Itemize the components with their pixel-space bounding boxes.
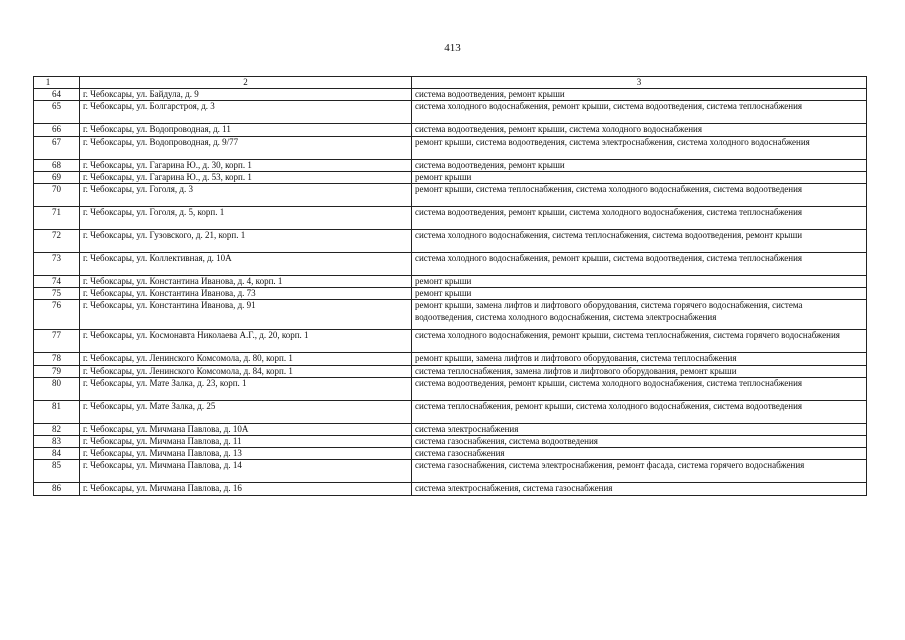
row-address: г. Чебоксары, ул. Мичмана Павлова, д. 16 [80,483,412,495]
table-row [34,253,867,276]
row-address: г. Чебоксары, ул. Гагарина Ю., д. 30, корп. 1 [80,159,412,171]
row-works: ремонт крыши, замена лифтов и лифтового оборудования, система горячего водоснабжения, система водоотведения, система холодного водоснабжения, система электроснабжения [412,300,867,330]
row-address: г. Чебоксары, ул. Ленинского Комсомола, д. 84, корп. 1 [80,365,412,377]
row-works: система теплоснабжения, замена лифтов и лифтового оборудования, ремонт крыши [412,365,867,377]
table-row [34,171,867,183]
row-works: ремонт крыши, замена лифтов и лифтового оборудования, система теплоснабжения [412,353,867,365]
column-header-number: 1 [34,77,80,89]
row-works: система газоснабжения, система электроснабжения, ремонт фасада, система горячего водоснабжения [412,460,867,483]
row-address: г. Чебоксары, ул. Константина Иванова, д. 4, корп. 1 [80,276,412,288]
row-address: г. Чебоксары, ул. Гузовского, д. 21, корп. 1 [80,230,412,253]
table-row [34,448,867,460]
row-address: г. Чебоксары, ул. Мате Залка, д. 25 [80,400,412,423]
row-address: г. Чебоксары, ул. Космонавта Николаева А.Г., д. 20, корп. 1 [80,330,412,353]
row-works: система газоснабжения, система водоотведения [412,436,867,448]
row-address: г. Чебоксары, ул. Мате Залка, д. 23, корп. 1 [80,377,412,400]
row-address: г. Чебоксары, ул. Водопроводная, д. 11 [80,124,412,136]
row-number: 85 [34,460,80,483]
table-row [34,207,867,230]
row-number: 66 [34,124,80,136]
row-works: ремонт крыши, система теплоснабжения, система холодного водоснабжения, система водоотведения [412,184,867,207]
row-number: 79 [34,365,80,377]
row-number: 75 [34,288,80,300]
row-works: система водоотведения, ремонт крыши [412,89,867,101]
table-row [34,400,867,423]
row-works: ремонт крыши [412,288,867,300]
table-row [34,483,867,495]
row-number: 72 [34,230,80,253]
row-number: 84 [34,448,80,460]
row-number: 74 [34,276,80,288]
table-row [34,276,867,288]
row-address: г. Чебоксары, ул. Мичмана Павлова, д. 14 [80,460,412,483]
row-address: г. Чебоксары, ул. Константина Иванова, д. 73 [80,288,412,300]
row-works: система холодного водоснабжения, ремонт крыши, система водоотведения, система теплоснабжения [412,253,867,276]
row-works: система холодного водоснабжения, ремонт крыши, система водоотведения, система теплоснабжения [412,101,867,124]
table-row [34,159,867,171]
row-number: 77 [34,330,80,353]
table-body [34,77,867,496]
page-number: 413 [444,42,461,54]
table-row [34,288,867,300]
header-row [34,77,867,89]
row-number: 86 [34,483,80,495]
row-works: ремонт крыши [412,276,867,288]
row-works: система холодного водоснабжения, система теплоснабжения, система водоотведения, ремонт крыши [412,230,867,253]
table-row [34,136,867,159]
row-number: 64 [34,89,80,101]
row-address: г. Чебоксары, ул. Байдула, д. 9 [80,89,412,101]
row-number: 78 [34,353,80,365]
table-row [34,330,867,353]
table-row [34,460,867,483]
table-row [34,124,867,136]
row-number: 82 [34,423,80,435]
row-number: 67 [34,136,80,159]
row-address: г. Чебоксары, ул. Мичмана Павлова, д. 10А [80,423,412,435]
row-works: ремонт крыши, система водоотведения, система электроснабжения, система холодного водоснабжения [412,136,867,159]
row-number: 81 [34,400,80,423]
row-number: 69 [34,171,80,183]
row-number: 83 [34,436,80,448]
row-address: г. Чебоксары, ул. Константина Иванова, д. 91 [80,300,412,330]
row-works: система холодного водоснабжения, ремонт крыши, система теплоснабжения, система горячего водоснабжения [412,330,867,353]
row-address: г. Чебоксары, ул. Мичмана Павлова, д. 11 [80,436,412,448]
row-number: 76 [34,300,80,330]
table-row [34,377,867,400]
repair-registry-table [33,76,867,496]
row-address: г. Чебоксары, ул. Ленинского Комсомола, д. 80, корп. 1 [80,353,412,365]
row-address: г. Чебоксары, ул. Гоголя, д. 3 [80,184,412,207]
row-number: 68 [34,159,80,171]
row-works: система водоотведения, ремонт крыши, система холодного водоснабжения, система теплоснабжения [412,207,867,230]
row-works: система водоотведения, ремонт крыши [412,159,867,171]
column-header-address: 2 [80,77,412,89]
row-number: 73 [34,253,80,276]
table-row [34,423,867,435]
row-works: система электроснабжения, система газоснабжения [412,483,867,495]
column-header-works: 3 [412,77,867,89]
row-works: система электроснабжения [412,423,867,435]
row-number: 65 [34,101,80,124]
row-number: 80 [34,377,80,400]
table-row [34,184,867,207]
table-row [34,101,867,124]
row-number: 71 [34,207,80,230]
row-works: система водоотведения, ремонт крыши, система холодного водоснабжения [412,124,867,136]
row-number: 70 [34,184,80,207]
row-address: г. Чебоксары, ул. Болгарстроя, д. 3 [80,101,412,124]
row-works: ремонт крыши [412,171,867,183]
table-row [34,89,867,101]
row-works: система водоотведения, ремонт крыши, система холодного водоснабжения, система теплоснабжения [412,377,867,400]
table-row [34,365,867,377]
table-row [34,230,867,253]
row-address: г. Чебоксары, ул. Гоголя, д. 5, корп. 1 [80,207,412,230]
row-address: г. Чебоксары, ул. Гагарина Ю., д. 53, корп. 1 [80,171,412,183]
table-row [34,353,867,365]
row-address: г. Чебоксары, ул. Мичмана Павлова, д. 13 [80,448,412,460]
row-address: г. Чебоксары, ул. Водопроводная, д. 9/77 [80,136,412,159]
table-row [34,436,867,448]
row-works: система теплоснабжения, ремонт крыши, система холодного водоснабжения, система водоотведения [412,400,867,423]
table-row [34,300,867,330]
row-address: г. Чебоксары, ул. Коллективная, д. 10А [80,253,412,276]
row-works: система газоснабжения [412,448,867,460]
